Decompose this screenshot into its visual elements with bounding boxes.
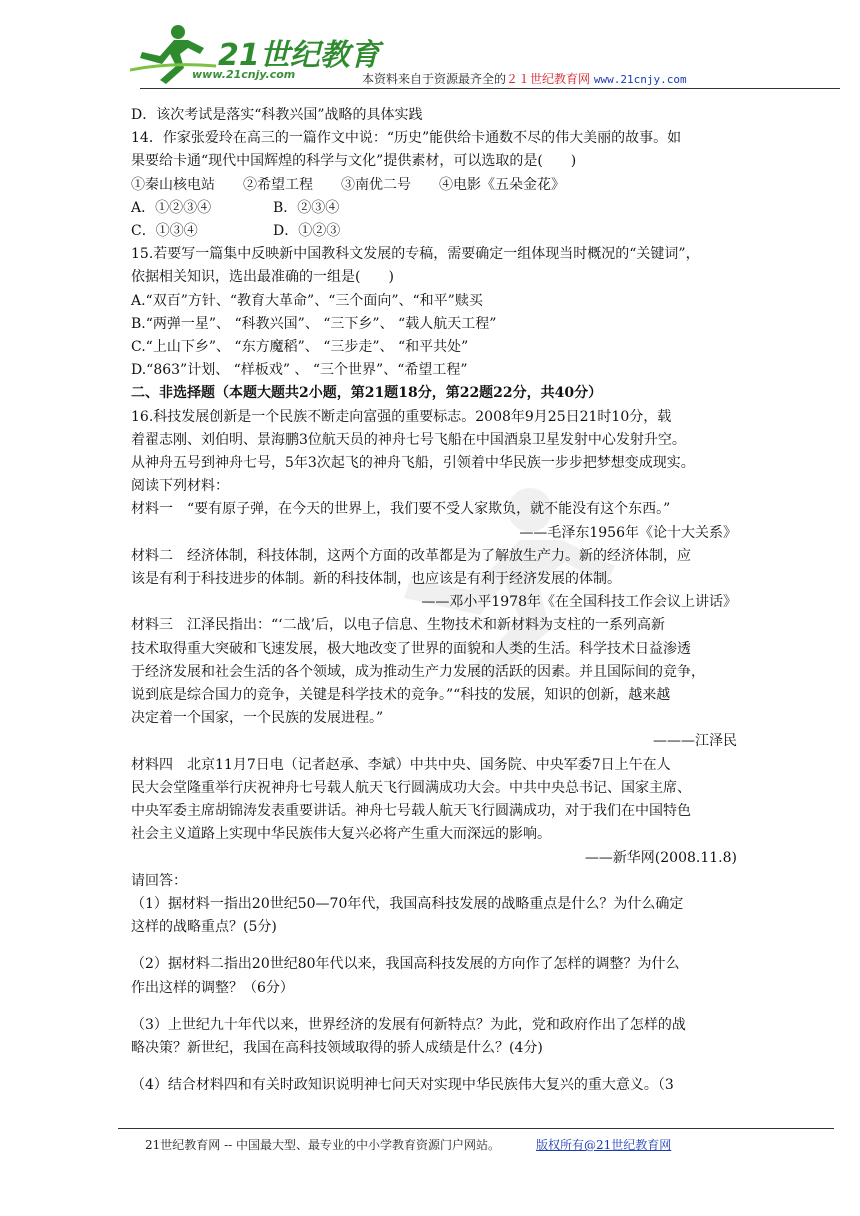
text-line: 果要给卡通“现代中国辉煌的科学与文化”提供素材，可以选取的是( ): [131, 153, 577, 170]
text-line: ①秦山核电站 ②希望工程 ③南优二号 ④电影《五朵金花》: [131, 176, 565, 193]
q14-option-d: D．①②③: [273, 223, 341, 240]
material-4-line: 社会主义道路上实现中华民族伟大复兴必将产生重大而深远的影响。: [131, 826, 551, 843]
material-2-source: ——邓小平1978年《在全国科技工作会议上讲话》: [421, 594, 737, 611]
question-2-line: （2）据材料二指出20世纪80年代以来，我国高科技发展的方向作了怎样的调整？为什么: [131, 956, 680, 973]
material-3-line: 决定着一个国家，一个民族的发展进程。”: [131, 710, 384, 727]
footer-divider: [118, 1128, 834, 1129]
copyright-link[interactable]: 版权所有@21世纪教育网: [536, 1138, 672, 1152]
text-line: D．该次考试是落实“科教兴国”战略的具体实践: [131, 107, 423, 123]
q15-line: 依据相关知识，选出最准确的一组是( ): [131, 269, 394, 286]
material-4-source: ——新华网(2008.11.8): [584, 849, 737, 866]
page-header: [0, 0, 860, 92]
logo-url: www.21cnjy.com: [192, 68, 296, 81]
text-line: 14．作家张爱玲在高三的一篇作文中说：“历史”能供给卡通数不尽的伟大美丽的故事。如: [131, 130, 682, 147]
header-tag-prefix: 本资料来自于资源最齐全的: [362, 72, 507, 86]
header-divider: [140, 88, 840, 89]
header-brand[interactable]: ２１世纪教育网: [506, 72, 591, 86]
q14-option-b: B．②③④: [273, 199, 340, 216]
section-heading: 二、非选择题（本题大题共2小题，第21题18分，第22题22分，共40分）: [131, 385, 603, 402]
material-3-line: 说到底是综合国力的竞争，关键是科学技术的竞争。”“科技的发展，知识的创新，越来越: [131, 687, 671, 704]
header-url-link[interactable]: www.21cnjy.com: [593, 73, 687, 86]
material-2-line: 材料二 经济体制，科技体制，这两个方面的改革都是为了解放生产力。新的经济体制，应: [131, 547, 691, 564]
q16-intro-line: 着翟志刚、刘伯明、景海鹏3位航天员的神舟七号飞船在中国酒泉卫星发射中心发射升空。: [131, 431, 686, 448]
q15-option: C.“上山下乡”、 “东方魔稻”、 “三步走”、 “和平共处”: [131, 339, 469, 356]
material-1-source: ——毛泽东1956年《论十大关系》: [519, 524, 737, 541]
q16-intro-line: 从神舟五号到神舟七号，5年3次起飞的神舟飞船，引领着中华民族一步步把梦想变成现实。: [131, 455, 695, 472]
material-3-line: 技术取得重大突破和飞速发展，极大地改变了世界的面貌和人类的生活。科学技术日益渗透: [131, 640, 691, 657]
q14-option-a: A．①②③④: [131, 199, 212, 216]
question-1-line: （1）据材料一指出20世纪50—70年代，我国高科技发展的战略重点是什么？为什么确定: [131, 895, 684, 912]
question-1-line: 这样的战略重点？(5分): [131, 919, 277, 936]
logo-text: 21世纪教育: [218, 38, 380, 73]
q16-intro-line: 16.科技发展创新是一个民族不断走向富强的重要标志。2008年9月25日21时10分，载: [131, 408, 672, 425]
q14-option-c: C．①③④: [131, 223, 198, 240]
q15-option: A.“双百”方针、“教育大革命”、“三个面向”、“和平”赎买: [131, 292, 483, 309]
q15-line: 15.若要写一篇集中反映新中国教科文发展的专稿，需要确定一组体现当时概况的“关键词”，: [131, 246, 700, 263]
material-4-line: 民大会堂隆重举行庆祝神舟七号载人航天飞行圆满成功大会。中共中央总书记、国家主席、: [131, 779, 691, 796]
q14-options-row: [131, 220, 737, 243]
material-2-line: 该是有利于科技进步的体制。新的科技体制，也应该是有利于经济发展的体制。: [131, 571, 621, 588]
question-2-line: 作出这样的调整？（6分）: [131, 979, 294, 996]
material-1-line: 材料一 “要有原子弹，在今天的世界上，我们要不受人家欺负，就不能没有这个东西。”: [131, 501, 671, 518]
q16-intro-line: 阅读下列材料：: [131, 478, 229, 495]
logo: [130, 22, 380, 86]
material-4-line: 材料四 北京11月7日电（记者赵承、李斌）中共中央、国务院、中央军委7日上午在人: [131, 756, 671, 773]
ask-label: 请回答：: [131, 872, 187, 889]
q15-option: D.“863”计划、 “样板戏” 、 “三个世界”、“希望工程”: [131, 362, 468, 379]
question-3-line: （3）上世纪九十年代以来，世界经济的发展有何新特点？为此，党和政府作出了怎样的战: [131, 1016, 686, 1033]
document-body: [131, 104, 737, 1097]
page-footer: [145, 1136, 671, 1153]
material-3-source: ———江泽民: [653, 733, 737, 750]
footer-text: 21世纪教育网 -- 中国最大型、最专业的中小学教育资源门户网站。: [145, 1138, 501, 1152]
q15-option: B.“两弹一星”、 “科教兴国”、 “三下乡”、 “载人航天工程”: [131, 315, 497, 332]
question-4-line: （4）结合材料四和有关时政知识说明神七问天对实现中华民族伟大复兴的重大意义。（3: [131, 1077, 674, 1094]
material-3-line: 材料三 江泽民指出：“‘二战’后，以电子信息、生物技术和新材料为支柱的一系列高新: [131, 617, 666, 634]
material-4-line: 中央军委主席胡锦涛发表重要讲话。神舟七号载人航天飞行圆满成功，对于我们在中国特色: [131, 803, 691, 820]
q14-options-row: [131, 197, 737, 220]
header-tagline: [362, 70, 687, 87]
question-3-line: 略决策？新世纪，我国在高科技领域取得的骄人成绩是什么？(4分): [131, 1039, 543, 1056]
material-3-line: 于经济发展和社会生活的各个领域，成为推动生产力发展的活跃的因素。并且国际间的竞争，: [131, 663, 705, 680]
